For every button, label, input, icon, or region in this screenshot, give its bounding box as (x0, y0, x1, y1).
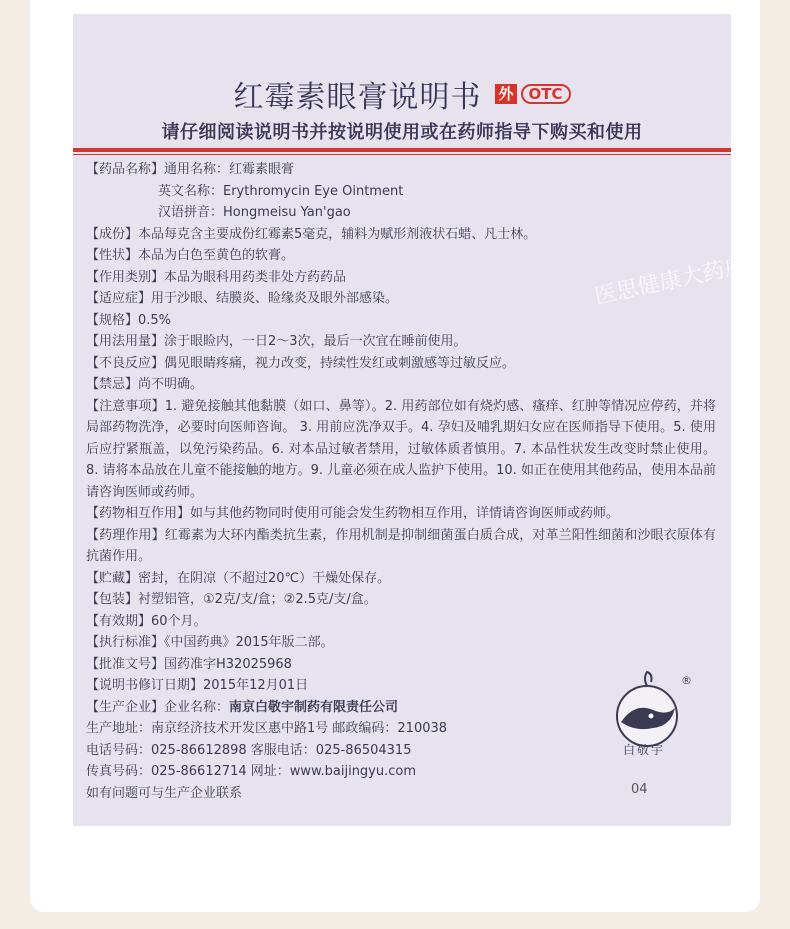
manufacturer-label: 【生产企业】企业名称： (86, 699, 230, 715)
fax-line: 传真号码：025-86612714 网址：www.baijingyu.com (86, 764, 417, 779)
storage-line: 【贮藏】密封，在阴凉（不超过20℃）干燥处保存。 (86, 570, 391, 586)
red-divider-thin (73, 154, 731, 155)
external-use-badge: 外 (495, 84, 516, 104)
category-line: 【作用类别】本品为眼科用药类非处方药药品 (86, 269, 347, 285)
logo-brand-text: 白敬宇 (623, 743, 666, 757)
english-name-line: 英文名称：Erythromycin Eye Ointment (158, 183, 404, 199)
manufacturer-name: 南京白敬宇制药有限责任公司 (229, 699, 399, 715)
contact-line: 如有问题可与生产企业联系 (86, 785, 243, 801)
dosage-line: 【用法用量】涂于眼睑内，一日2～3次，最后一次宜在睡前使用。 (86, 334, 467, 349)
appearance-line: 【性状】本品为白色至黄色的软膏。 (86, 248, 295, 263)
pharmacology-paragraph: 【药理作用】红霉素为大环内酯类抗生素，作用机制是抑制细菌蛋白质合成，对革兰阳性细菌和沙眼衣原体有抗菌作用。 (86, 527, 716, 564)
specification-line: 【规格】0.5% (86, 312, 172, 328)
revision-date-line: 【说明书修订日期】2015年12月01日 (86, 678, 309, 693)
instruction-leaflet (73, 14, 749, 826)
validity-line: 【有效期】60个月。 (86, 613, 207, 629)
svg-text:®: ® (681, 674, 692, 687)
watermark-text: 医思健康大药房 (592, 253, 749, 310)
approval-line: 【批准文号】国药准字H32025968 (86, 656, 292, 672)
drug-name-line: 【药品名称】通用名称：红霉素眼膏 (86, 162, 295, 177)
interactions-line: 【药物相互作用】如与其他药物同时使用可能会发生药物相互作用，详情请咨询医师或药师。 (86, 506, 620, 521)
phone-line: 电话号码：025-86612898 客服电话：025-86504315 (86, 742, 412, 758)
contraindications-line: 【禁忌】尚不明确。 (86, 377, 204, 392)
indications-line: 【适应症】用于沙眼、结膜炎、睑缘炎及眼外部感染。 (86, 291, 399, 306)
title-row (73, 72, 731, 116)
address-line: 生产地址：南京经济技术开发区惠中路1号 邮政编码：210038 (86, 721, 448, 736)
otc-badge: OTC (521, 84, 571, 104)
subtitle: 请仔细阅读说明书并按说明使用或在药师指导下购买和使用 (161, 122, 643, 143)
precautions-paragraph: 【注意事项】1. 避免接触其他黏膜（如口、鼻等）。2. 用药部位如有烧灼感、瘙痒、红肿等情况应停药，并将局部药物洗净，必要时向医师咨询。 3. 用前应洗净双手。4. 孕妇及哺乳期妇女应在医师指导下使用。5. 使用后应拧紧瓶盖，以免污染药品。6. 对本品过敏者禁用，过敏体质者慎用。7. 本品性状发生改变时禁止使用。8. 请将本品放在儿童不能接触的地方。9. 儿童必须在成人监护下使用。10. 如正在使用其他药品，使用本品前请咨询医师或药师。 (86, 398, 716, 500)
pinyin-name-line: 汉语拼音：Hongmeisu Yan'gao (158, 205, 351, 220)
standard-line: 【执行标准】《中国药典》2015年版二部。 (86, 635, 334, 650)
red-divider-thick (73, 148, 731, 152)
adverse-reactions-line: 【不良反应】偶见眼睛疼痛，视力改变，持续性发红或刺激感等过敏反应。 (86, 355, 516, 371)
page-number: 04 (631, 782, 648, 797)
ingredients-line: 【成份】本品每克含主要成份红霉素5毫克，辅料为赋形剂液状石蜡、凡士林。 (86, 226, 537, 242)
package-line: 【包装】衬塑铝管，①2克/支/盒；②2.5克/支/盒。 (86, 592, 377, 607)
document-title: 红霉素眼膏说明书 (233, 80, 482, 115)
